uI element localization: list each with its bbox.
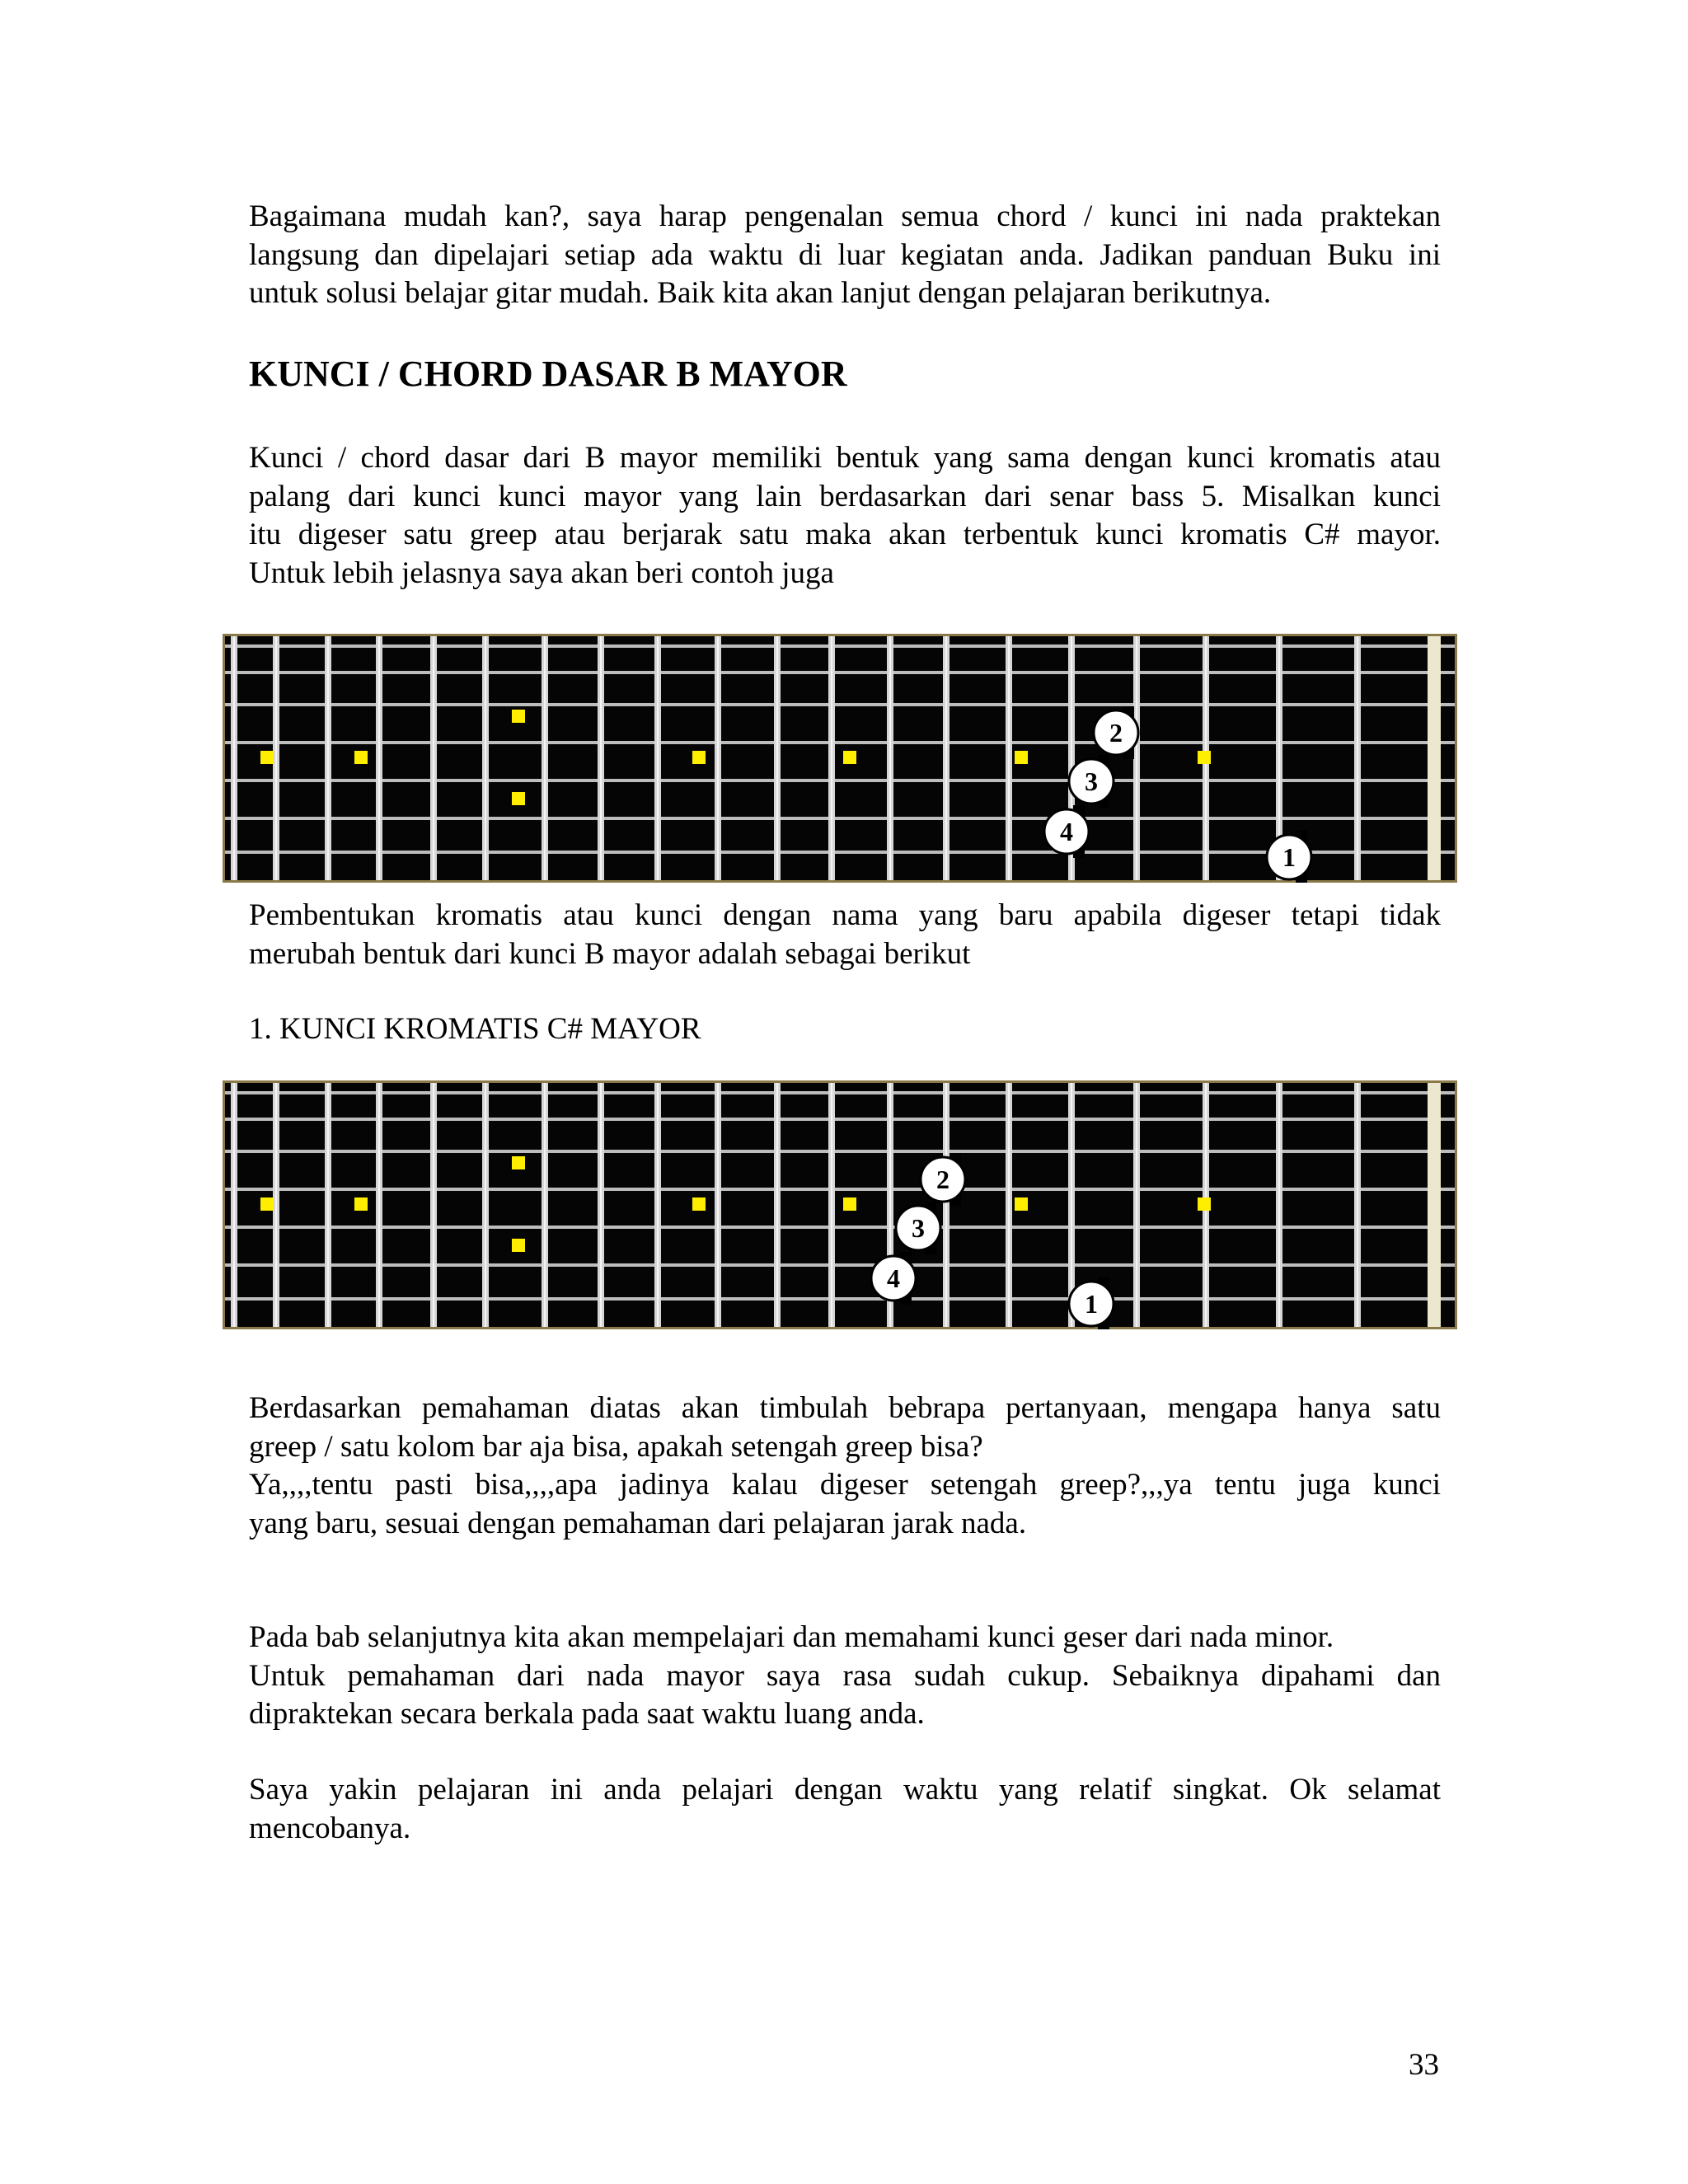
- fret-highlight: [831, 636, 832, 880]
- text-line: mencobanya.: [249, 1811, 411, 1845]
- guitar-string: [225, 671, 1455, 674]
- fret-highlight: [378, 636, 380, 880]
- guitar-string: [225, 1188, 1455, 1191]
- fret-highlight: [1136, 636, 1137, 880]
- guitar-string: [225, 703, 1455, 706]
- guitar-string: [225, 741, 1455, 744]
- fret-highlight: [831, 1083, 832, 1327]
- guitar-nut: [1428, 1083, 1441, 1327]
- fret-highlight: [378, 1083, 380, 1327]
- text-line: Berdasarkan pemahaman diatas akan timbulah bebrapa pertanyaan, mengapa hanya satu: [249, 1391, 1441, 1425]
- next-chapter-paragraph: [249, 1619, 1441, 1734]
- discussion-paragraph: [249, 1390, 1441, 1543]
- guitar-nut: [1428, 636, 1441, 880]
- finger-number: 2: [936, 1165, 950, 1194]
- text-line: merubah bentuk dari kunci B mayor adalah sebagai berikut: [249, 936, 971, 971]
- fret-inlay-dot: [260, 1197, 274, 1211]
- guitar-string: [225, 1263, 1455, 1267]
- after-diagram-paragraph: [249, 897, 1441, 973]
- finger-number: 4: [1060, 817, 1073, 846]
- guitar-string: [225, 817, 1455, 820]
- fret-highlight: [1278, 1083, 1280, 1327]
- text-line: Bagaimana mudah kan?, saya harap pengenalan semua chord / kunci ini nada praktekan: [249, 199, 1441, 233]
- finger-number: 3: [1085, 766, 1098, 796]
- fret-highlight: [600, 1083, 602, 1327]
- text-line: Pada bab selanjutnya kita akan mempelajari dan memahami kunci geser dari nada minor.: [249, 1620, 1334, 1654]
- finger-number: 3: [912, 1213, 925, 1243]
- text-line: Ya,,,,tentu pasti bisa,,,,apa jadinya kalau digeser setengah greep?,,,ya tentu juga kunci: [249, 1468, 1441, 1502]
- fret-highlight: [233, 636, 235, 880]
- guitar-string: [225, 1297, 1455, 1301]
- fret-highlight: [1008, 1083, 1010, 1327]
- fret-highlight: [275, 636, 277, 880]
- fret-highlight: [233, 1083, 235, 1327]
- fret-highlight: [945, 636, 947, 880]
- intro-paragraph: [249, 198, 1441, 313]
- fret-highlight: [776, 1083, 778, 1327]
- fret-highlight: [717, 636, 719, 880]
- fret-inlay-dot: [260, 751, 274, 764]
- fret-highlight: [657, 636, 659, 880]
- text-line: Untuk lebih jelasnya saya akan beri contoh juga: [249, 555, 834, 590]
- text-line: langsung dan dipelajari setiap ada waktu di luar kegiatan anda. Jadikan panduan Buku ini: [249, 237, 1441, 272]
- fret-inlay-dot: [512, 792, 525, 805]
- guitar-string: [225, 644, 1455, 648]
- fret-highlight: [544, 1083, 546, 1327]
- fret-highlight: [327, 1083, 329, 1327]
- fret-highlight: [544, 636, 546, 880]
- fret-inlay-dot: [512, 1239, 525, 1252]
- fretboard-diagram-c-sharp-major: [223, 1080, 1457, 1329]
- section-heading: KUNCI / CHORD DASAR B MAYOR: [249, 354, 847, 394]
- fret-highlight: [945, 1083, 947, 1327]
- fret-highlight: [327, 636, 329, 880]
- guitar-string: [225, 1150, 1455, 1153]
- fret-highlight: [1357, 1083, 1358, 1327]
- fret-highlight: [889, 636, 891, 880]
- page-number: 33: [1409, 2048, 1439, 2082]
- text-line: itu digeser satu greep atau berjarak satu maka akan terbentuk kunci kromatis C# mayor.: [249, 518, 1441, 551]
- text-line: yang baru, sesuai dengan pemahaman dari pelajaran jarak nada.: [249, 1506, 1027, 1540]
- text-line: palang dari kunci kunci mayor yang lain berdasarkan dari senar bass 5. Misalkan kunci: [249, 479, 1441, 513]
- fret-inlay-dot: [692, 751, 706, 764]
- text-line: Untuk pemahaman dari nada mayor saya rasa sudah cukup. Sebaiknya dipahami dan: [249, 1658, 1441, 1693]
- text-line: untuk solusi belajar gitar mudah. Baik kita akan lanjut dengan pelajaran berikutnya.: [249, 276, 1272, 310]
- fret-inlay-dot: [512, 1156, 525, 1169]
- fret-inlay-dot: [843, 751, 856, 764]
- fret-highlight: [275, 1083, 277, 1327]
- guitar-string: [225, 1226, 1455, 1229]
- fret-inlay-dot: [692, 1197, 706, 1211]
- text-line: greep / satu kolom bar aja bisa, apakah setengah greep bisa?: [249, 1429, 983, 1464]
- finger-number: 1: [1282, 842, 1296, 872]
- text-line: Pembentukan kromatis atau kunci dengan nama yang baru apabila digeser tetapi tidak: [249, 898, 1441, 932]
- fret-inlay-dot: [354, 751, 368, 764]
- description-paragraph: [249, 439, 1441, 593]
- fret-inlay-dot: [1015, 751, 1028, 764]
- finger-number: 1: [1085, 1289, 1098, 1319]
- guitar-string: [225, 1091, 1455, 1094]
- guitar-string: [225, 779, 1455, 782]
- fret-inlay-dot: [1198, 1197, 1211, 1211]
- fret-inlay-dot: [1198, 751, 1211, 764]
- fret-inlay-dot: [843, 1197, 856, 1211]
- finger-number: 4: [887, 1263, 900, 1293]
- fret-highlight: [433, 636, 434, 880]
- fret-inlay-dot: [1015, 1197, 1028, 1211]
- fret-highlight: [1136, 1083, 1137, 1327]
- guitar-string: [225, 1118, 1455, 1121]
- fret-highlight: [776, 636, 778, 880]
- finger-number: 2: [1109, 718, 1123, 748]
- subheading: 1. KUNCI KROMATIS C# MAYOR: [249, 1012, 701, 1046]
- fret-highlight: [1357, 636, 1358, 880]
- fret-highlight: [433, 1083, 434, 1327]
- text-line: dipraktekan secara berkala pada saat waktu luang anda.: [249, 1697, 925, 1731]
- fret-highlight: [485, 636, 486, 880]
- fret-inlay-dot: [354, 1197, 368, 1211]
- closing-paragraph: [249, 1771, 1441, 1848]
- fret-highlight: [485, 1083, 486, 1327]
- fret-highlight: [657, 1083, 659, 1327]
- fretboard-diagram-b-major: [223, 634, 1457, 883]
- fret-highlight: [717, 1083, 719, 1327]
- fret-inlay-dot: [512, 710, 525, 723]
- text-line: Saya yakin pelajaran ini anda pelajari dengan waktu yang relatif singkat. Ok selamat: [249, 1773, 1441, 1807]
- text-line: Kunci / chord dasar dari B mayor memiliki bentuk yang sama dengan kunci kromatis atau: [249, 441, 1441, 475]
- fret-highlight: [1008, 636, 1010, 880]
- fret-highlight: [600, 636, 602, 880]
